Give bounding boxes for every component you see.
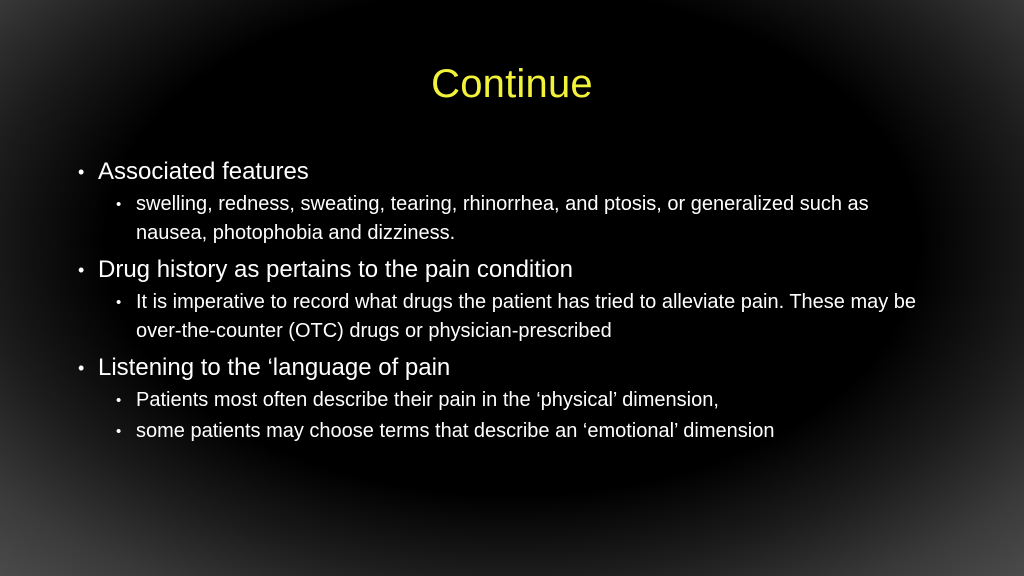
sub-bullet bbox=[116, 386, 938, 415]
bullet-dot-icon: • bbox=[116, 196, 122, 213]
bullet-dot-icon: • bbox=[116, 423, 122, 440]
bullet-dot-icon: • bbox=[78, 358, 85, 378]
sub-list bbox=[116, 190, 938, 248]
bullet-associated-features bbox=[78, 156, 938, 188]
bullet-text: Listening to the ‘language of pain bbox=[98, 354, 451, 381]
bullet-text: Associated features bbox=[98, 158, 309, 185]
sub-bullet-text: It is imperative to record what drugs the patient has tried to alleviate pain. These may be over-the-counter (OTC) drugs or physician-prescribed bbox=[136, 291, 917, 342]
slide-title: Continue bbox=[431, 62, 593, 106]
bullet-dot-icon: • bbox=[116, 392, 122, 409]
sub-bullet bbox=[116, 417, 938, 446]
bullet-drug-history bbox=[78, 254, 938, 286]
bullet-dot-icon: • bbox=[78, 260, 85, 280]
bullet-list bbox=[78, 152, 938, 446]
sub-bullet bbox=[116, 190, 938, 248]
sub-bullet bbox=[116, 288, 938, 346]
sub-bullet-text: swelling, redness, sweating, tearing, rhinorrhea, and ptosis, or generalized such as nausea, photophobia and dizziness. bbox=[136, 193, 869, 244]
sub-list bbox=[116, 288, 938, 346]
bullet-text: Drug history as pertains to the pain condition bbox=[98, 256, 573, 283]
sub-list bbox=[116, 386, 938, 446]
bullet-language-of-pain bbox=[78, 352, 938, 384]
sub-bullet-text: Patients most often describe their pain in the ‘physical’ dimension, bbox=[136, 389, 719, 411]
sub-bullet-text: some patients may choose terms that describe an ‘emotional’ dimension bbox=[136, 420, 775, 442]
bullet-dot-icon: • bbox=[78, 162, 85, 182]
bullet-dot-icon: • bbox=[116, 294, 122, 311]
